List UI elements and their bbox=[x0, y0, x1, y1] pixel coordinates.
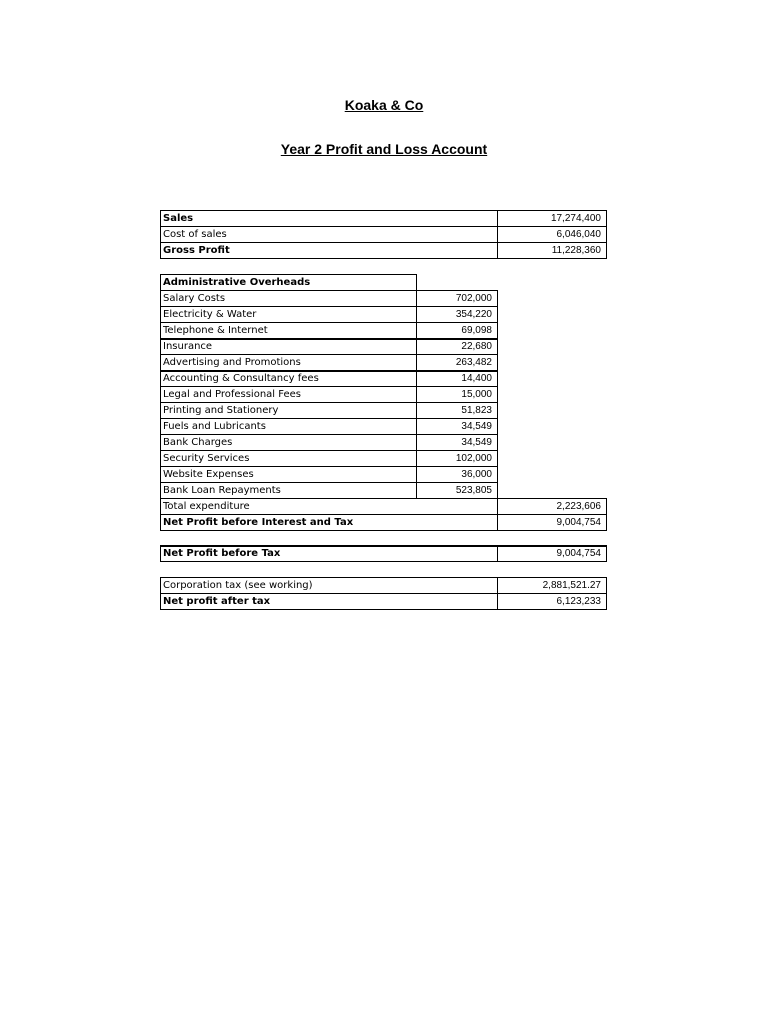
overhead-label: Legal and Professional Fees bbox=[160, 386, 417, 403]
npbt-value: 9,004,754 bbox=[497, 545, 607, 562]
trading-label: Sales bbox=[160, 210, 498, 227]
trading-label: Gross Profit bbox=[160, 242, 498, 259]
corp-tax-label: Corporation tax (see working) bbox=[160, 577, 498, 594]
overhead-value: 14,400 bbox=[416, 370, 498, 387]
npat-label: Net profit after tax bbox=[160, 593, 498, 610]
trading-value: 17,274,400 bbox=[497, 210, 607, 227]
npat-value: 6,123,233 bbox=[497, 593, 607, 610]
trading-value: 6,046,040 bbox=[497, 226, 607, 243]
overhead-label: Printing and Stationery bbox=[160, 402, 417, 419]
npbt-label: Net Profit before Tax bbox=[160, 545, 498, 562]
overhead-label: Website Expenses bbox=[160, 466, 417, 483]
overhead-label: Accounting & Consultancy fees bbox=[160, 370, 417, 387]
total-expenditure-label: Total expenditure bbox=[160, 498, 498, 515]
overhead-value: 523,805 bbox=[416, 482, 498, 499]
overhead-label: Security Services bbox=[160, 450, 417, 467]
total-expenditure-value: 2,223,606 bbox=[497, 498, 607, 515]
overhead-label: Telephone & Internet bbox=[160, 322, 417, 339]
trading-value: 11,228,360 bbox=[497, 242, 607, 259]
overhead-value: 34,549 bbox=[416, 434, 498, 451]
npbit-value: 9,004,754 bbox=[497, 514, 607, 531]
company-name: Koaka & Co bbox=[344, 97, 424, 113]
overhead-value: 15,000 bbox=[416, 386, 498, 403]
overhead-value: 34,549 bbox=[416, 418, 498, 435]
overhead-value: 102,000 bbox=[416, 450, 498, 467]
overhead-value: 36,000 bbox=[416, 466, 498, 483]
report-title: Year 2 Profit and Loss Account bbox=[280, 141, 488, 157]
overhead-label: Bank Charges bbox=[160, 434, 417, 451]
overhead-label: Salary Costs bbox=[160, 290, 417, 307]
overhead-label: Fuels and Lubricants bbox=[160, 418, 417, 435]
overhead-value: 702,000 bbox=[416, 290, 498, 307]
overhead-value: 51,823 bbox=[416, 402, 498, 419]
overhead-value: 354,220 bbox=[416, 306, 498, 323]
trading-label: Cost of sales bbox=[160, 226, 498, 243]
corp-tax-value: 2,881,521.27 bbox=[497, 577, 607, 594]
overhead-label: Advertising and Promotions bbox=[160, 354, 417, 371]
overhead-label: Insurance bbox=[160, 338, 417, 355]
overhead-label: Bank Loan Repayments bbox=[160, 482, 417, 499]
overhead-value: 22,680 bbox=[416, 338, 498, 355]
npbit-label: Net Profit before Interest and Tax bbox=[160, 514, 498, 531]
overhead-value: 69,098 bbox=[416, 322, 498, 339]
overhead-value: 263,482 bbox=[416, 354, 498, 371]
overheads-header: Administrative Overheads bbox=[160, 274, 417, 291]
overhead-label: Electricity & Water bbox=[160, 306, 417, 323]
